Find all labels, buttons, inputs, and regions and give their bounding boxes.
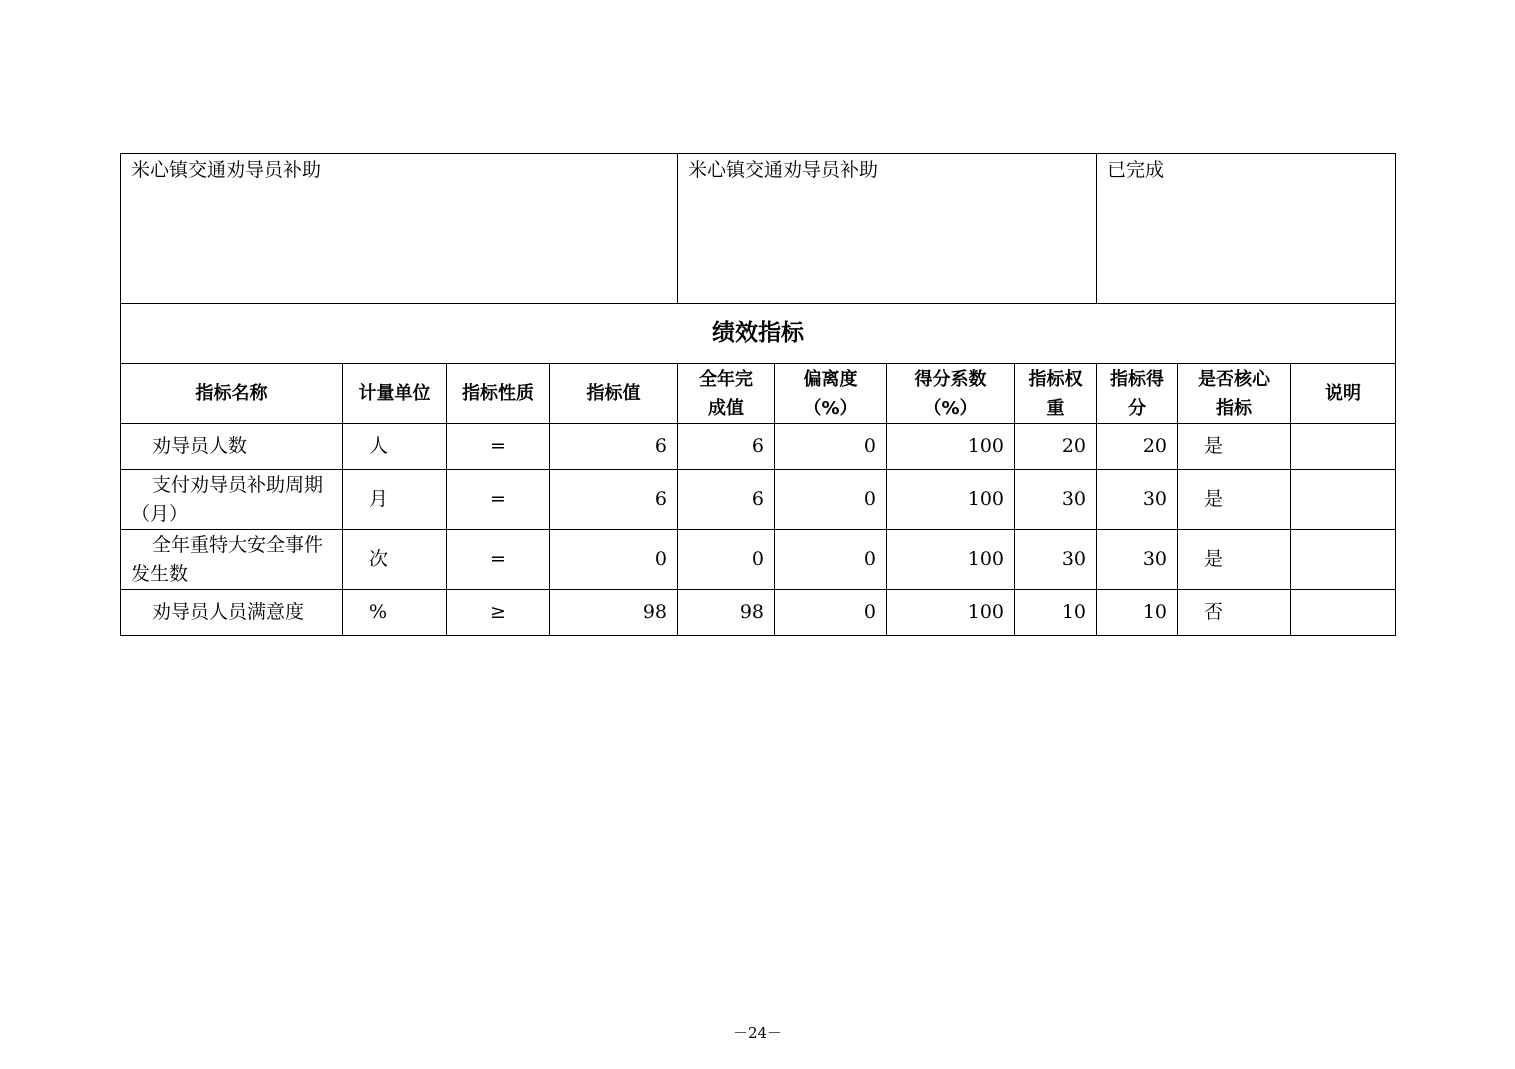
coefficient-cell: 100 — [887, 530, 1015, 590]
core-cell: 否 — [1178, 590, 1291, 636]
coefficient-cell: 100 — [887, 590, 1015, 636]
indicator-name: 劝导员人员满意度 — [121, 590, 343, 636]
weight-cell: 30 — [1015, 530, 1097, 590]
section-title: 绩效指标 — [121, 304, 1396, 364]
header-note: 说明 — [1291, 364, 1396, 424]
table-row — [121, 590, 1396, 636]
deviation-cell: 0 — [775, 590, 887, 636]
page-number: －24－ — [732, 1024, 783, 1042]
weight-cell: 10 — [1015, 590, 1097, 636]
indicator-name: 全年重特大安全事件 发生数 — [121, 530, 343, 590]
note-cell — [1291, 590, 1396, 636]
deviation-cell: 0 — [775, 470, 887, 530]
actual-cell: 6 — [678, 470, 775, 530]
coefficient-cell: 100 — [887, 470, 1015, 530]
deviation-cell: 0 — [775, 424, 887, 470]
core-cell: 是 — [1178, 470, 1291, 530]
nature-cell: ≥ — [447, 590, 550, 636]
header-score-coefficient: 得分系数 （%） — [887, 364, 1015, 424]
actual-cell: 98 — [678, 590, 775, 636]
core-cell: 是 — [1178, 530, 1291, 590]
header-weight: 指标权 重 — [1015, 364, 1097, 424]
score-cell: 30 — [1097, 530, 1178, 590]
score-cell: 10 — [1097, 590, 1178, 636]
unit-cell: 人 — [343, 424, 447, 470]
indicator-name: 劝导员人数 — [121, 424, 343, 470]
target-cell: 0 — [550, 530, 678, 590]
performance-table-container — [120, 153, 1395, 636]
header-deviation: 偏离度 （%） — [775, 364, 887, 424]
note-cell — [1291, 470, 1396, 530]
project-name-cell: 米心镇交通劝导员补助 — [121, 154, 678, 304]
table-row — [121, 470, 1396, 530]
section-title-row — [121, 304, 1396, 364]
performance-table — [120, 153, 1396, 636]
header-row — [121, 364, 1396, 424]
header-unit: 计量单位 — [343, 364, 447, 424]
score-cell: 30 — [1097, 470, 1178, 530]
unit-cell: 次 — [343, 530, 447, 590]
nature-cell: = — [447, 424, 550, 470]
coefficient-cell: 100 — [887, 424, 1015, 470]
unit-cell: 月 — [343, 470, 447, 530]
header-core-indicator: 是否核心 指标 — [1178, 364, 1291, 424]
nature-cell: = — [447, 470, 550, 530]
table-row — [121, 530, 1396, 590]
unit-cell: % — [343, 590, 447, 636]
header-nature: 指标性质 — [447, 364, 550, 424]
nature-cell: = — [447, 530, 550, 590]
weight-cell: 30 — [1015, 470, 1097, 530]
target-cell: 98 — [550, 590, 678, 636]
target-cell: 6 — [550, 424, 678, 470]
actual-cell: 6 — [678, 424, 775, 470]
actual-cell: 0 — [678, 530, 775, 590]
header-score: 指标得 分 — [1097, 364, 1178, 424]
project-status-cell: 已完成 — [1097, 154, 1396, 304]
score-cell: 20 — [1097, 424, 1178, 470]
note-cell — [1291, 424, 1396, 470]
deviation-cell: 0 — [775, 530, 887, 590]
core-cell: 是 — [1178, 424, 1291, 470]
project-info-row — [121, 154, 1396, 304]
target-cell: 6 — [550, 470, 678, 530]
table-row — [121, 424, 1396, 470]
header-indicator-name: 指标名称 — [121, 364, 343, 424]
weight-cell: 20 — [1015, 424, 1097, 470]
project-content-cell: 米心镇交通劝导员补助 — [678, 154, 1097, 304]
indicator-name: 支付劝导员补助周期 （月） — [121, 470, 343, 530]
header-annual-actual: 全年完 成值 — [678, 364, 775, 424]
note-cell — [1291, 530, 1396, 590]
header-target-value: 指标值 — [550, 364, 678, 424]
